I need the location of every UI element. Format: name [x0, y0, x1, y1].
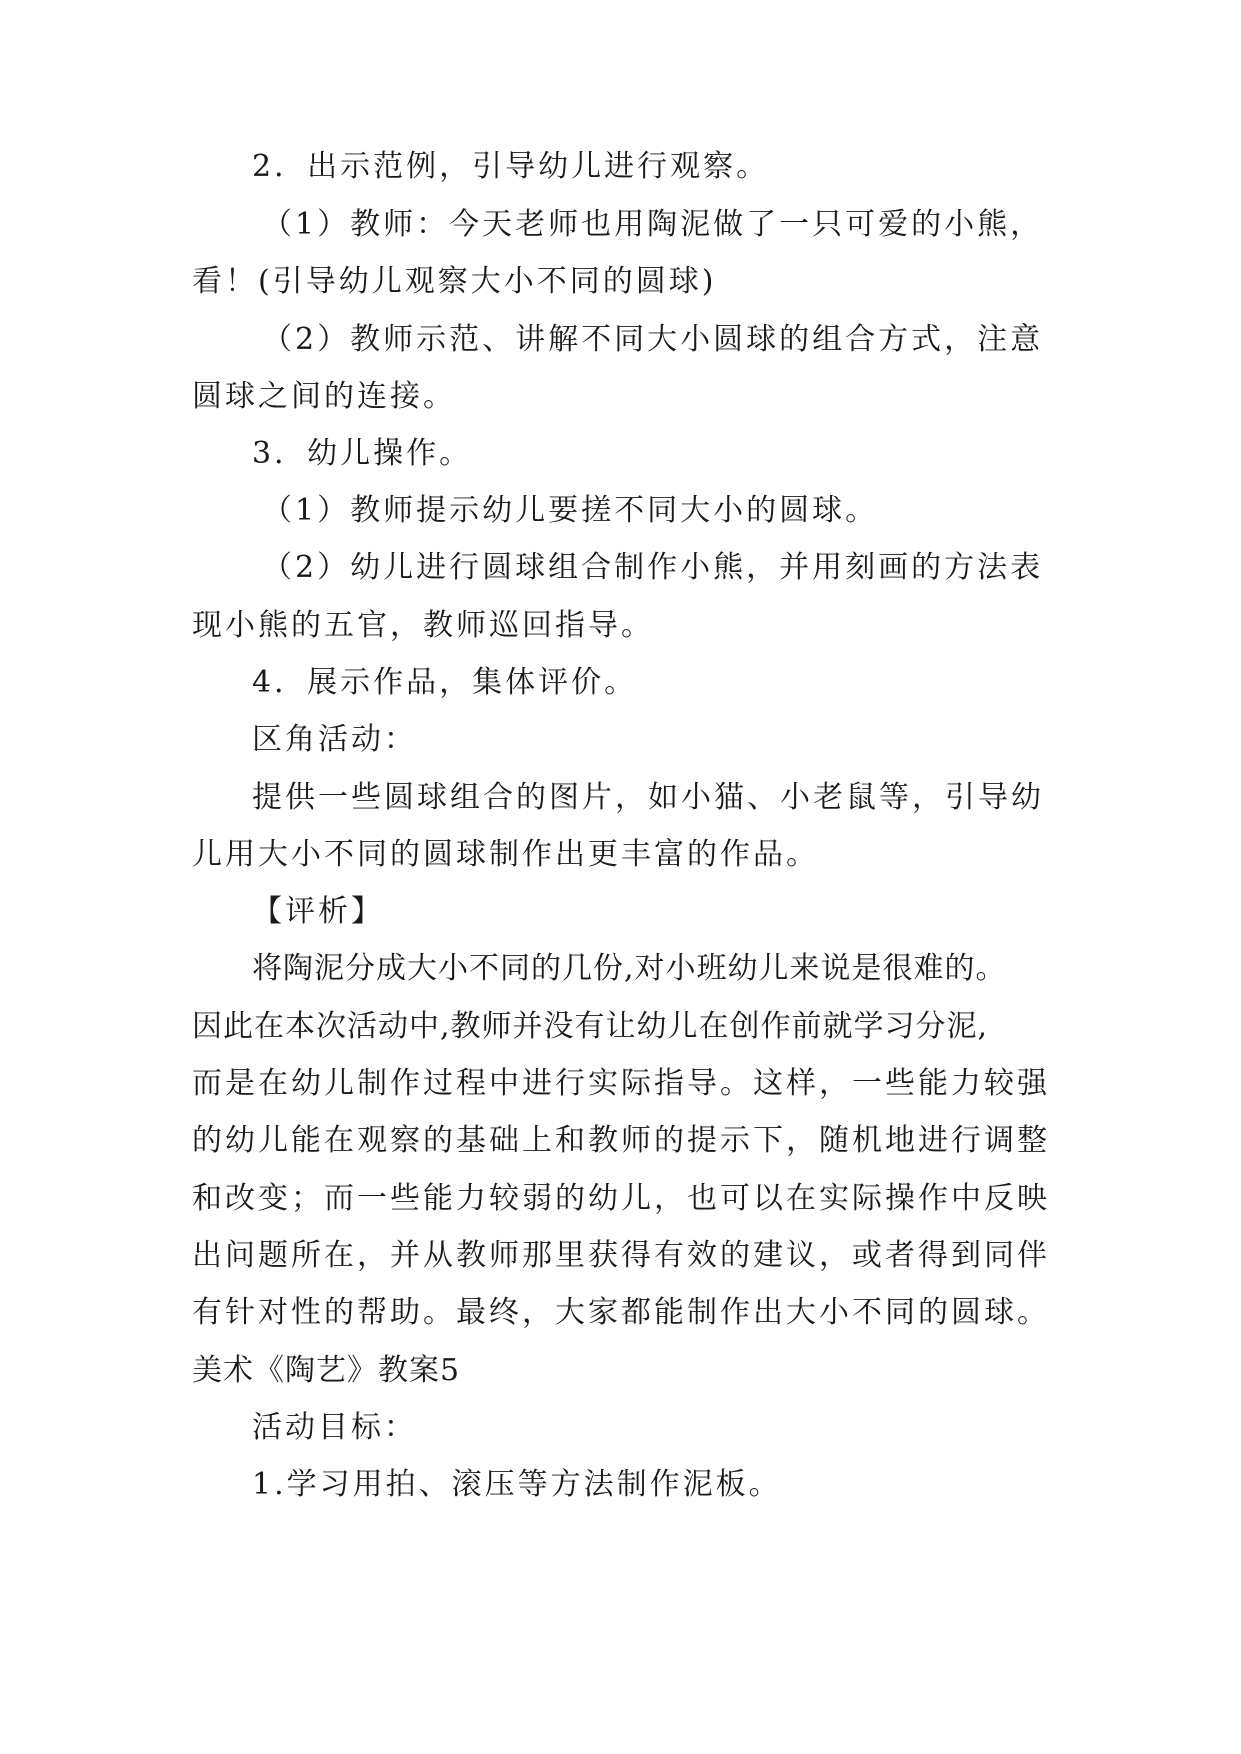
text-line-step-4: 4．展示作品，集体评价。 — [252, 665, 638, 700]
text-line-evaluation-4: 的幼儿能在观察的基础上和教师的提示下，随机地进行调整 — [192, 1123, 1050, 1158]
text-line-step-3-2: （2）幼儿进行圆球组合制作小熊，并用刻画的方法表 — [262, 550, 1044, 585]
section-heading-evaluation: 【评析】 — [252, 894, 384, 929]
text-line-step-2-2: （2）教师示范、讲解不同大小圆球的组合方式，注意 — [262, 322, 1044, 357]
text-line-evaluation-6: 出问题所在，并从教师那里获得有效的建议，或者得到同伴 — [192, 1238, 1050, 1273]
text-line-step-2-2-cont: 圆球之间的连接。 — [192, 379, 456, 414]
lesson-plan-title: 美术《陶艺》教案5 — [192, 1353, 461, 1388]
text-line-evaluation-2: 因此在本次活动中,教师并没有让幼儿在创作前就学习分泥, — [192, 1009, 989, 1044]
text-line-evaluation-5: 和改变；而一些能力较弱的幼儿，也可以在实际操作中反映 — [192, 1181, 1050, 1216]
section-heading-corner-activity: 区角活动： — [252, 722, 417, 757]
text-line-step-3-2-cont: 现小熊的五官，教师巡回指导。 — [192, 608, 654, 643]
text-line-step-3-1: （1）教师提示幼儿要搓不同大小的圆球。 — [262, 493, 879, 528]
text-line-corner-activity: 提供一些圆球组合的图片，如小猫、小老鼠等，引导幼 — [252, 780, 1044, 815]
section-heading-activity-goals: 活动目标： — [252, 1410, 417, 1445]
text-line-step-3: 3．幼儿操作。 — [252, 436, 473, 471]
text-line-evaluation-1: 将陶泥分成大小不同的几份,对小班幼儿来说是很难的。 — [252, 951, 1007, 986]
text-line-step-2-1-cont: 看！(引导幼儿观察大小不同的圆球) — [192, 264, 717, 299]
text-line-evaluation-3: 而是在幼儿制作过程中进行实际指导。这样，一些能力较强 — [192, 1066, 1050, 1101]
text-line-step-2-1: （1）教师：今天老师也用陶泥做了一只可爱的小熊， — [262, 207, 1044, 242]
text-line-corner-activity-cont: 儿用大小不同的圆球制作出更丰富的作品。 — [192, 837, 819, 872]
text-line-evaluation-7: 有针对性的帮助。最终，大家都能制作出大小不同的圆球。 — [192, 1295, 1050, 1330]
text-line-step-2: 2．出示范例，引导幼儿进行观察。 — [252, 149, 770, 184]
text-line-goal-1: 1.学习用拍、滚压等方法制作泥板。 — [252, 1467, 782, 1502]
